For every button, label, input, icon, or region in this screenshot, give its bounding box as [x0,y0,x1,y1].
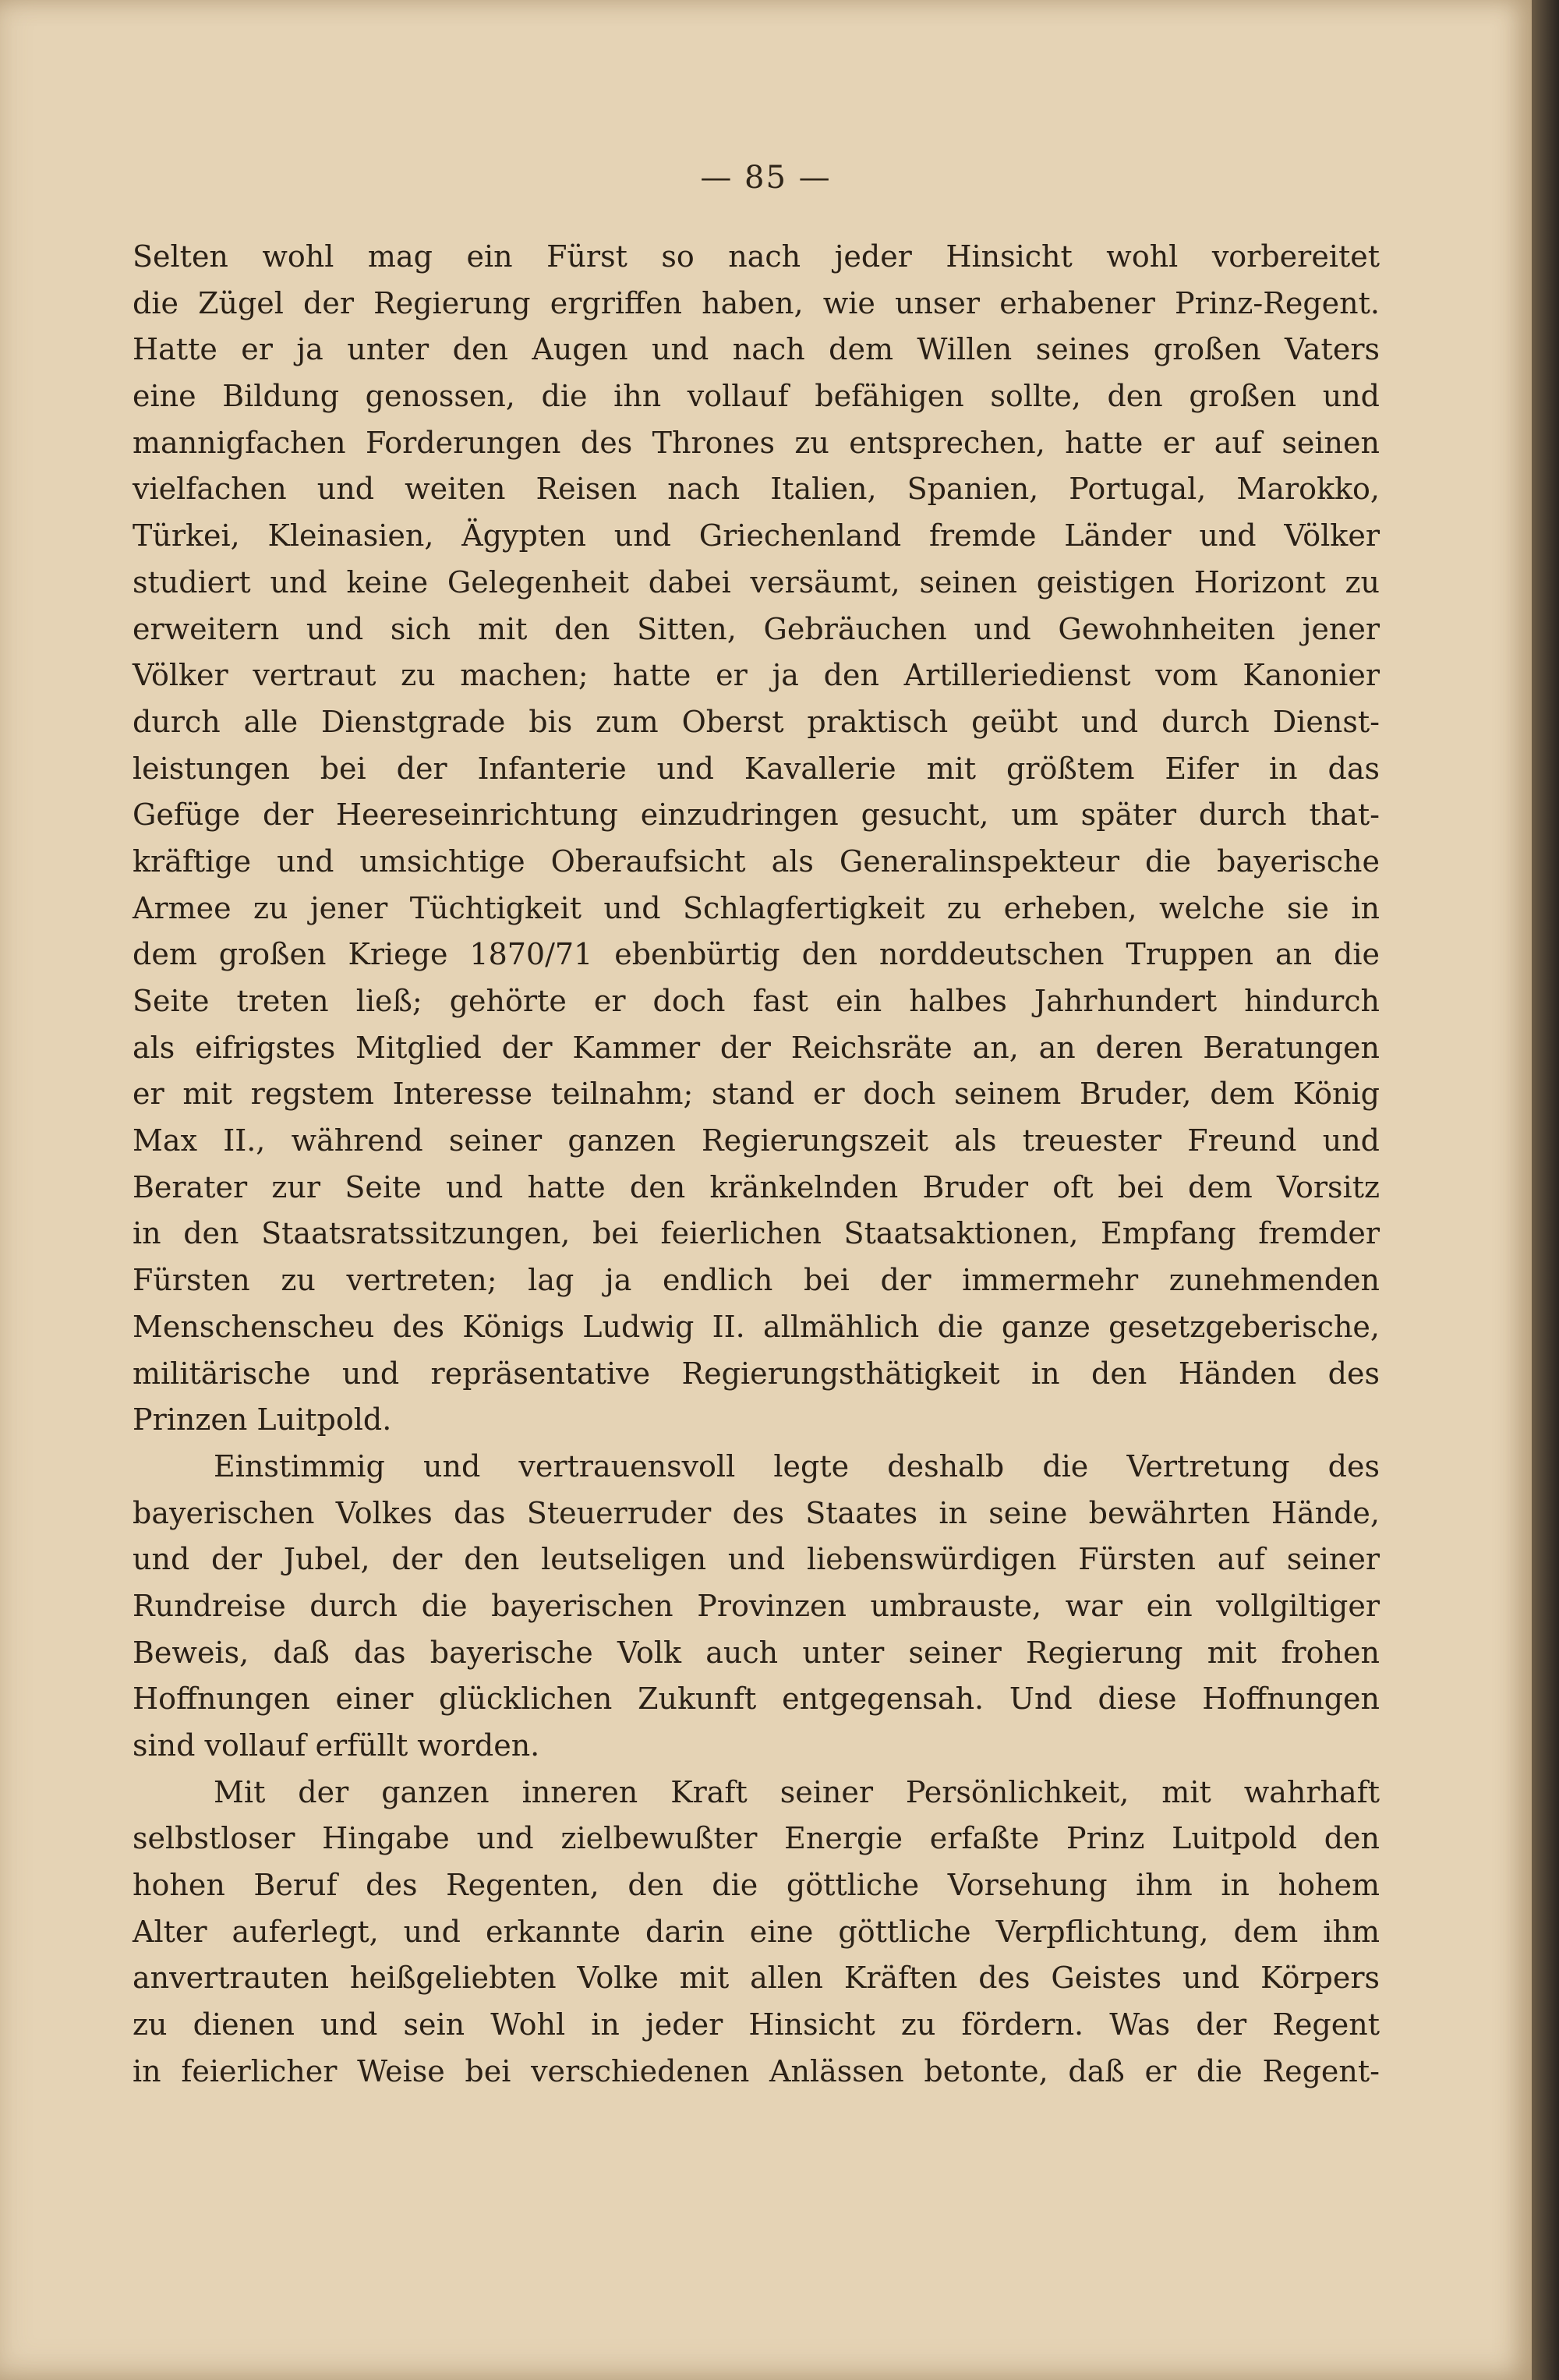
text-line: Selten wohl mag ein Fürst so nach jeder Hinsicht wohl vorbereitet [133,239,1380,274]
text-line: in feierlicher Weise bei verschiedenen Anlässen betonte, daß er die Regent- [133,2053,1380,2088]
text-line: Menschenscheu des Königs Ludwig II. allmählich die ganze gesetzgeberische, [133,1309,1380,1344]
text-line: Fürsten zu vertreten; lag ja endlich bei der immermehr zunehmenden [133,1263,1380,1298]
text-line: zu dienen und sein Wohl in jeder Hinsicht zu fördern. Was der Regent [133,2007,1380,2042]
text-line: Alter auferlegt, und erkannte darin eine göttliche Verpflichtung, dem ihm [133,1914,1380,1949]
text-line: erweitern und sich mit den Sitten, Gebräuchen und Gewohnheiten jener [133,611,1380,646]
text-line: Max II., während seiner ganzen Regierungszeit als treuester Freund und [133,1123,1380,1158]
text-line: sind vollauf erfüllt worden. [133,1728,540,1763]
text-line: in den Staatsratssitzungen, bei feierlichen Staatsaktionen, Empfang fremder [133,1216,1380,1251]
text-line: Völker vertraut zu machen; hatte er ja den Artilleriedienst vom Kanonier [133,658,1380,693]
text-line: militärische und repräsentative Regierungsthätigkeit in den Händen des [133,1356,1380,1391]
text-line: Armee zu jener Tüchtigkeit und Schlagfertigkeit zu erheben, welche sie in [133,890,1380,925]
text-line: Seite treten ließ; gehörte er doch fast ein halbes Jahrhundert hindurch [133,984,1380,1018]
page-number: — 85 — [700,160,832,196]
text-line: Hoffnungen einer glücklichen Zukunft entgegensah. Und diese Hoffnungen [133,1682,1380,1717]
text-line: als eifrigstes Mitglied der Kammer der Reichsräte an, an deren Beratungen [133,1030,1380,1065]
text-line: studiert und keine Gelegenheit dabei versäumt, seinen geistigen Horizont zu [133,564,1380,599]
text-line: Türkei, Kleinasien, Ägypten und Griechenland fremde Länder und Völker [133,518,1380,553]
text-line: Beweis, daß das bayerische Volk auch unter seiner Regierung mit frohen [133,1635,1380,1670]
text-line: eine Bildung genossen, die ihn vollauf befähigen sollte, den großen und [133,379,1380,414]
text-line: mannigfachen Forderungen des Thrones zu entsprechen, hatte er auf seinen [133,425,1380,460]
text-line: Rundreise durch die bayerischen Provinzen umbrauste, war ein vollgiltiger [133,1588,1380,1623]
text-line: Gefüge der Heereseinrichtung einzudringen gesucht, um später durch that- [133,797,1380,833]
text-line: er mit regstem Interesse teilnahm; stand er doch seinem Bruder, dem König [133,1077,1380,1112]
text-line: dem großen Kriege 1870/71 ebenbürtig den norddeutschen Truppen an die [133,937,1380,972]
text-line: leistungen bei der Infanterie und Kavallerie mit größtem Eifer in das [133,751,1380,786]
text-line: hohen Beruf des Regenten, den die göttliche Vorsehung ihm in hohem [133,1868,1380,1903]
text-line: Hatte er ja unter den Augen und nach dem Willen seines großen Vaters [133,332,1380,367]
text-line: vielfachen und weiten Reisen nach Italien, Spanien, Portugal, Marokko, [133,472,1380,507]
text-line: bayerischen Volkes das Steuerruder des Staates in seine bewährten Hände, [133,1495,1380,1530]
text-line: selbstloser Hingabe und zielbewußter Energie erfaßte Prinz Luitpold den [133,1821,1380,1856]
book-spine-edge [1532,0,1559,2380]
text-line: die Zügel der Regierung ergriffen haben, wie unser erhabener Prinz-Regent. [133,285,1380,320]
text-line: Mit der ganzen inneren Kraft seiner Persönlichkeit, mit wahrhaft [214,1774,1380,1809]
body-text [133,234,1380,2095]
text-line: Berater zur Seite und hatte den kränkelnden Bruder oft bei dem Vorsitz [133,1169,1380,1204]
text-line: durch alle Dienstgrade bis zum Oberst praktisch geübt und durch Dienst- [133,704,1380,739]
text-line: kräftige und umsichtige Oberaufsicht als Generalinspekteur die bayerische [133,843,1380,879]
text-line: und der Jubel, der den leutseligen und liebenswürdigen Fürsten auf seiner [133,1542,1380,1577]
text-line: anvertrauten heißgeliebten Volke mit allen Kräften des Geistes und Körpers [133,1961,1380,1996]
text-line: Einstimmig und vertrauensvoll legte deshalb die Vertretung des [214,1448,1380,1484]
text-line: Prinzen Luitpold. [133,1402,392,1438]
